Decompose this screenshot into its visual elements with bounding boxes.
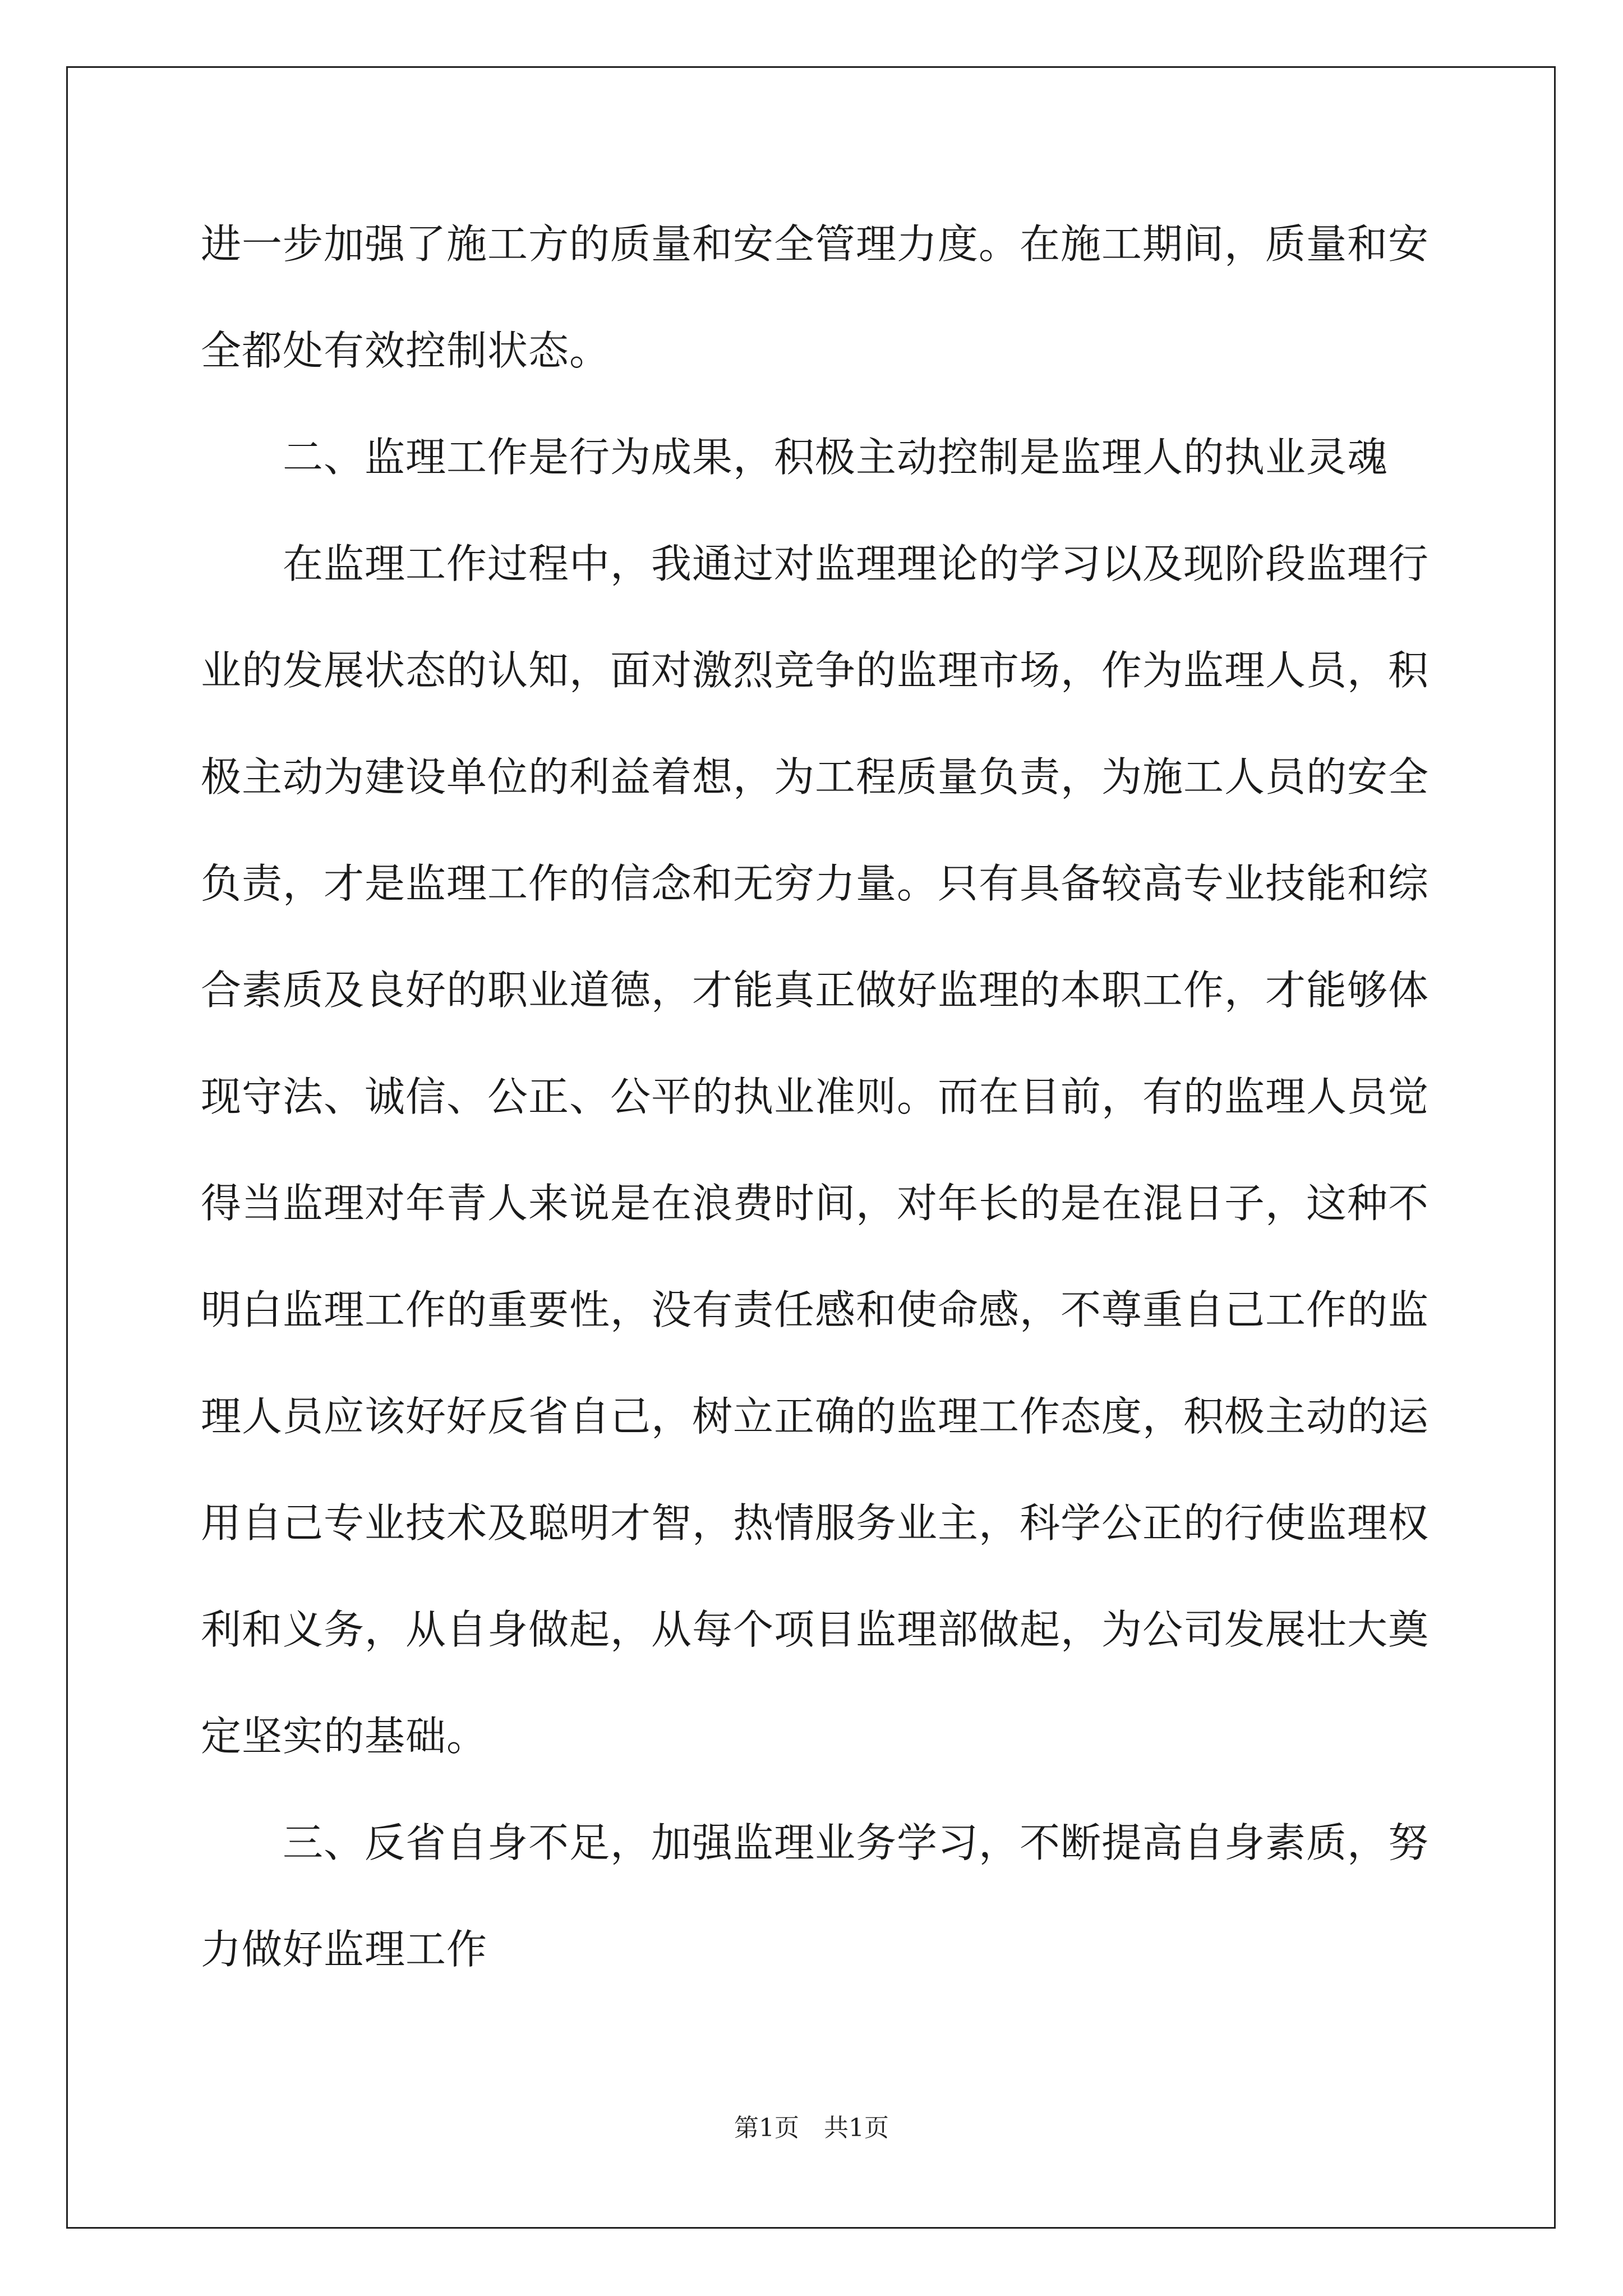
page-number: 第1页 [734,2114,799,2142]
text-line: 用自己专业技术及聪明才智，热情服务业主，科学公正的行使监理权 [201,1499,1430,1547]
text-line: 负责，才是监理工作的信念和无穷力量。只有具备较高专业技能和综 [201,860,1430,907]
text-line: 明白监理工作的重要性，没有责任感和使命感，不尊重自己工作的监 [201,1286,1430,1333]
text-line: 得当监理对年青人来说是在浪费时间，对年长的是在混日子，这种不 [201,1180,1430,1227]
text-line: 理人员应该好好反省自己，树立正确的监理工作态度，积极主动的运 [201,1393,1430,1440]
text-line: 定坚实的基础。 [201,1713,488,1760]
text-line: 全都处有效控制状态。 [201,327,611,374]
section-heading: 三、反省自身不足，加强监理业务学习，不断提高自身素质，努 [283,1819,1430,1866]
text-line: 力做好监理工作 [201,1926,488,1973]
text-line: 极主动为建设单位的利益着想，为工程质量负责，为施工人员的安全 [201,753,1430,800]
text-line: 进一步加强了施工方的质量和安全管理力度。在施工期间，质量和安 [201,220,1430,268]
page-total: 共1页 [824,2114,889,2142]
page-footer [0,2111,1623,2145]
page-border [66,66,1556,2229]
paragraph-first-line: 在监理工作过程中，我通过对监理理论的学习以及现阶段监理行 [283,540,1430,587]
text-line: 业的发展状态的认知，面对激烈竞争的监理市场，作为监理人员，积 [201,647,1430,694]
text-line: 利和义务，从自身做起，从每个项目监理部做起，为公司发展壮大奠 [201,1606,1430,1653]
text-line: 合素质及良好的职业道德，才能真正做好监理的本职工作，才能够体 [201,967,1430,1014]
text-line: 现守法、诚信、公正、公平的执业准则。而在目前，有的监理人员觉 [201,1073,1430,1120]
section-heading: 二、监理工作是行为成果，积极主动控制是监理人的执业灵魂 [283,434,1389,481]
